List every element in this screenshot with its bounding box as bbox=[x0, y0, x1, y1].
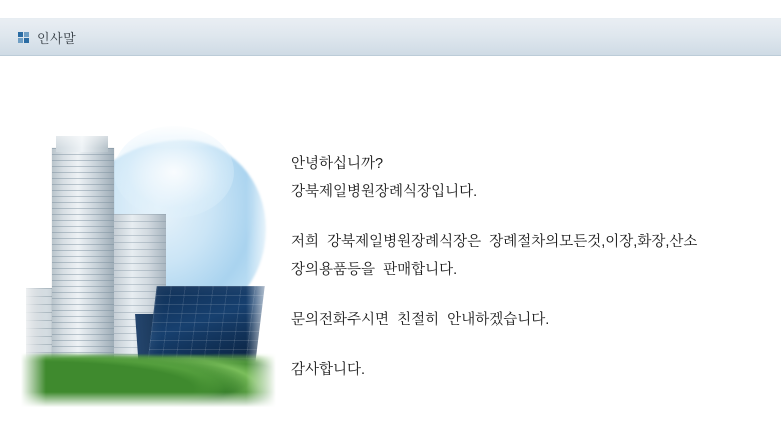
photo-fade-right bbox=[246, 118, 280, 408]
foliage-fade bbox=[18, 392, 280, 408]
photo-fade-top bbox=[18, 118, 280, 148]
photo-fade-left bbox=[18, 118, 46, 408]
building-photo bbox=[18, 118, 280, 408]
page-title: 인사말 bbox=[37, 30, 77, 46]
text-line: 저희 강북제일병원장례식장은 장례절차의모든것,이장,화장,산소 bbox=[291, 234, 698, 250]
paragraph bbox=[291, 228, 711, 284]
greeting-text bbox=[291, 150, 711, 384]
text-line: 장의용품등을 판매합니다. bbox=[291, 262, 458, 278]
text-line: 감사합니다. bbox=[291, 362, 366, 378]
paragraph bbox=[291, 306, 711, 334]
text-line: 안녕하십니까? bbox=[291, 156, 384, 172]
grid-squares-icon bbox=[18, 32, 29, 43]
paragraph bbox=[291, 356, 711, 384]
text-line: 강북제일병원장례식장입니다. bbox=[291, 184, 478, 200]
section-header-bar bbox=[0, 18, 781, 56]
text-line: 문의전화주시면 친절히 안내하겠습니다. bbox=[291, 312, 550, 328]
paragraph bbox=[291, 150, 711, 206]
